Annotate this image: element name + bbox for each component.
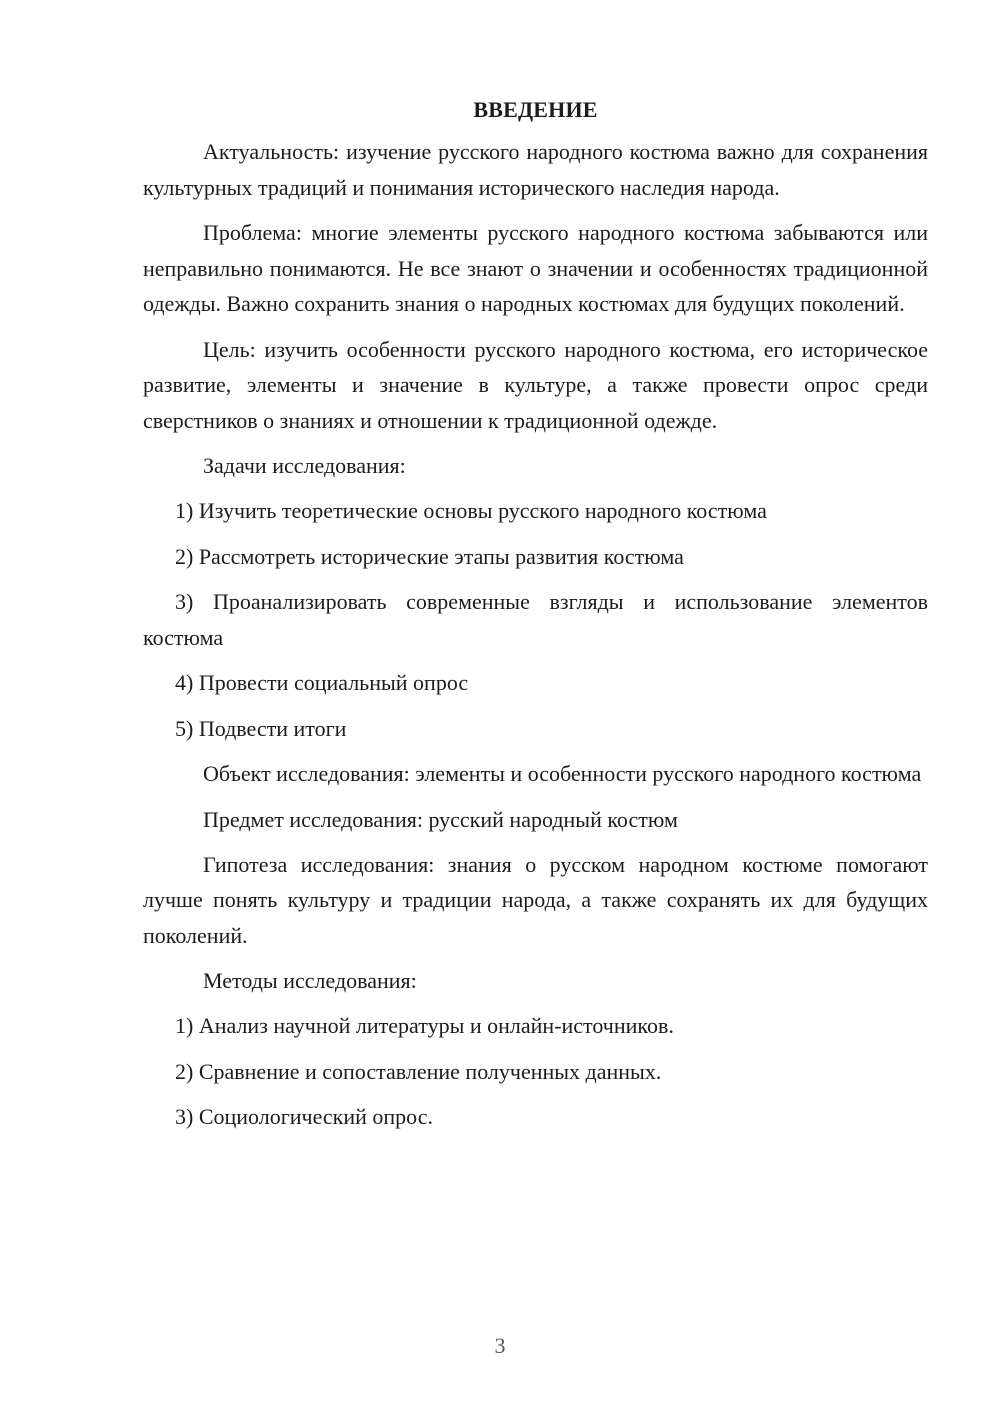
relevance-paragraph: Актуальность: изучение русского народного костюма важно для сохранения культурных традиций и понимания исторического наследия народа. [143,139,928,200]
problem-paragraph: Проблема: многие элементы русского народного костюма забываются или неправильно понимаются. Не все знают о значении и особенностях традиционной одежды. Важно сохранить знания о народных костюмах для будущих поколений. [143,220,928,316]
list-item: 2) Сравнение и сопоставление полученных данных. [175,1058,662,1084]
page-title: ВВЕДЕНИЕ [473,97,598,122]
document-page [143,95,928,1145]
subject-paragraph: Предмет исследования: русский народный костюм [203,806,678,832]
methods-heading: Методы исследования: [203,968,417,993]
list-item: 3) Социологический опрос. [175,1104,433,1129]
goal-paragraph: Цель: изучить особенности русского народного костюма, его историческое развитие, элементы и значение в культуре, а также провести опрос среди сверстников о знаниях и отношении к традиционной одежде. [143,336,928,433]
tasks-heading: Задачи исследования: [203,453,406,478]
list-item: 2) Рассмотреть исторические этапы развития костюма [175,543,684,569]
tasks-list [143,493,928,746]
page-number: 3 [494,1333,506,1358]
hypothesis-paragraph: Гипотеза исследования: знания о русском народном костюме помогают лучше понять культуру и традиции народа, а также сохранять их для будущих поколений. [143,851,928,948]
object-paragraph: Объект исследования: элементы и особенности русского народного костюма [203,761,922,786]
list-item: 4) Провести социальный опрос [175,670,469,695]
list-item: 3) Проанализировать современные взгляды и использование элементов костюма [143,589,928,650]
list-item: 1) Анализ научной литературы и онлайн-источников. [175,1013,674,1038]
list-item: 5) Подвести итоги [175,715,347,741]
methods-list [143,1008,928,1135]
list-item: 1) Изучить теоретические основы русского народного костюма [175,498,767,523]
